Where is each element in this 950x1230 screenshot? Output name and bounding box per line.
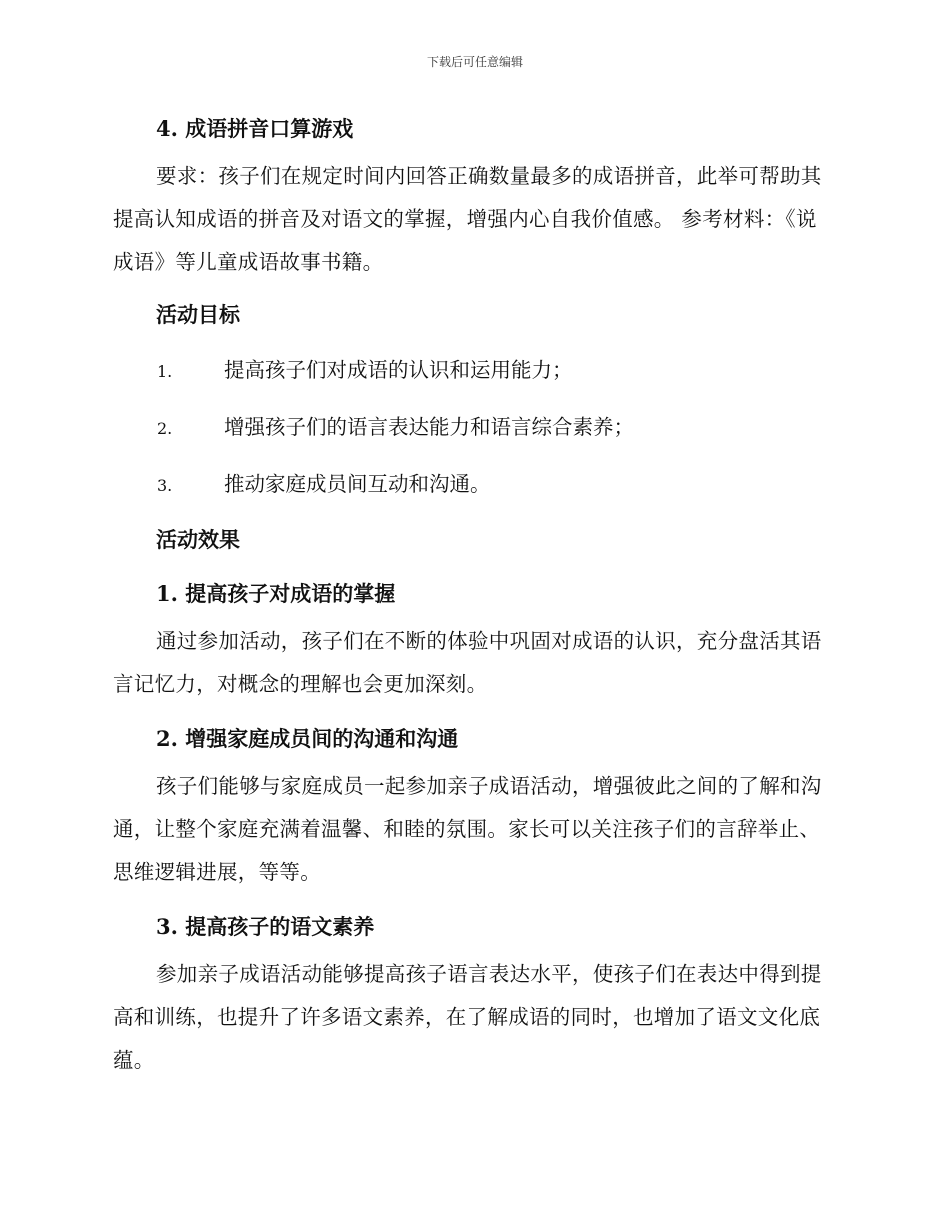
effect-heading-family-communication: 2. 增强家庭成员间的沟通和沟通 [156, 726, 459, 751]
page-header: 下载后可任意编辑 [426, 55, 523, 69]
effect-paragraph-literacy: 参加亲子成语活动能够提高孩子语言表达水平，使孩子们在表达中得到提高和训练，也提升了许多语文素养，在了解成语的同时，也增加了语文文化底蕴。 [113, 962, 822, 1072]
list-item [113, 469, 833, 501]
list-number: 2. [157, 419, 173, 438]
list-text: 增强孩子们的语言表达能力和语言综合素养； [224, 415, 634, 439]
list-item [113, 355, 833, 387]
section-heading-idiom-pinyin-game: 4. 成语拼音口算游戏 [156, 116, 354, 141]
list-text: 提高孩子们对成语的认识和运用能力； [224, 358, 573, 382]
section-heading-goals: 活动目标 [156, 302, 240, 327]
requirement-paragraph: 要求：孩子们在规定时间内回答正确数量最多的成语拼音，此举可帮助其提高认知成语的拼音及对语文的掌握，增强内心自我价值感。 参考材料：《说成语》等儿童成语故事书籍。 [113, 164, 822, 274]
list-number: 1. [157, 362, 173, 381]
list-item [113, 412, 833, 444]
effect-heading-literacy: 3. 提高孩子的语文素养 [156, 914, 375, 939]
section-heading-effects: 活动效果 [156, 527, 240, 552]
effect-paragraph-family-communication: 孩子们能够与家庭成员一起参加亲子成语活动，增强彼此之间的了解和沟通，让整个家庭充满着温馨、和睦的氛围。家长可以关注孩子们的言辞举止、思维逻辑进展，等等。 [113, 774, 822, 884]
list-number: 3. [157, 476, 173, 495]
document-body [113, 108, 833, 1082]
goals-list [113, 355, 833, 501]
effect-paragraph-idiom-mastery: 通过参加活动，孩子们在不断的体验中巩固对成语的认识，充分盘活其语言记忆力，对概念的理解也会更加深刻。 [113, 629, 822, 696]
effect-heading-idiom-mastery: 1. 提高孩子对成语的掌握 [156, 581, 396, 606]
list-text: 推动家庭成员间互动和沟通。 [224, 472, 491, 496]
